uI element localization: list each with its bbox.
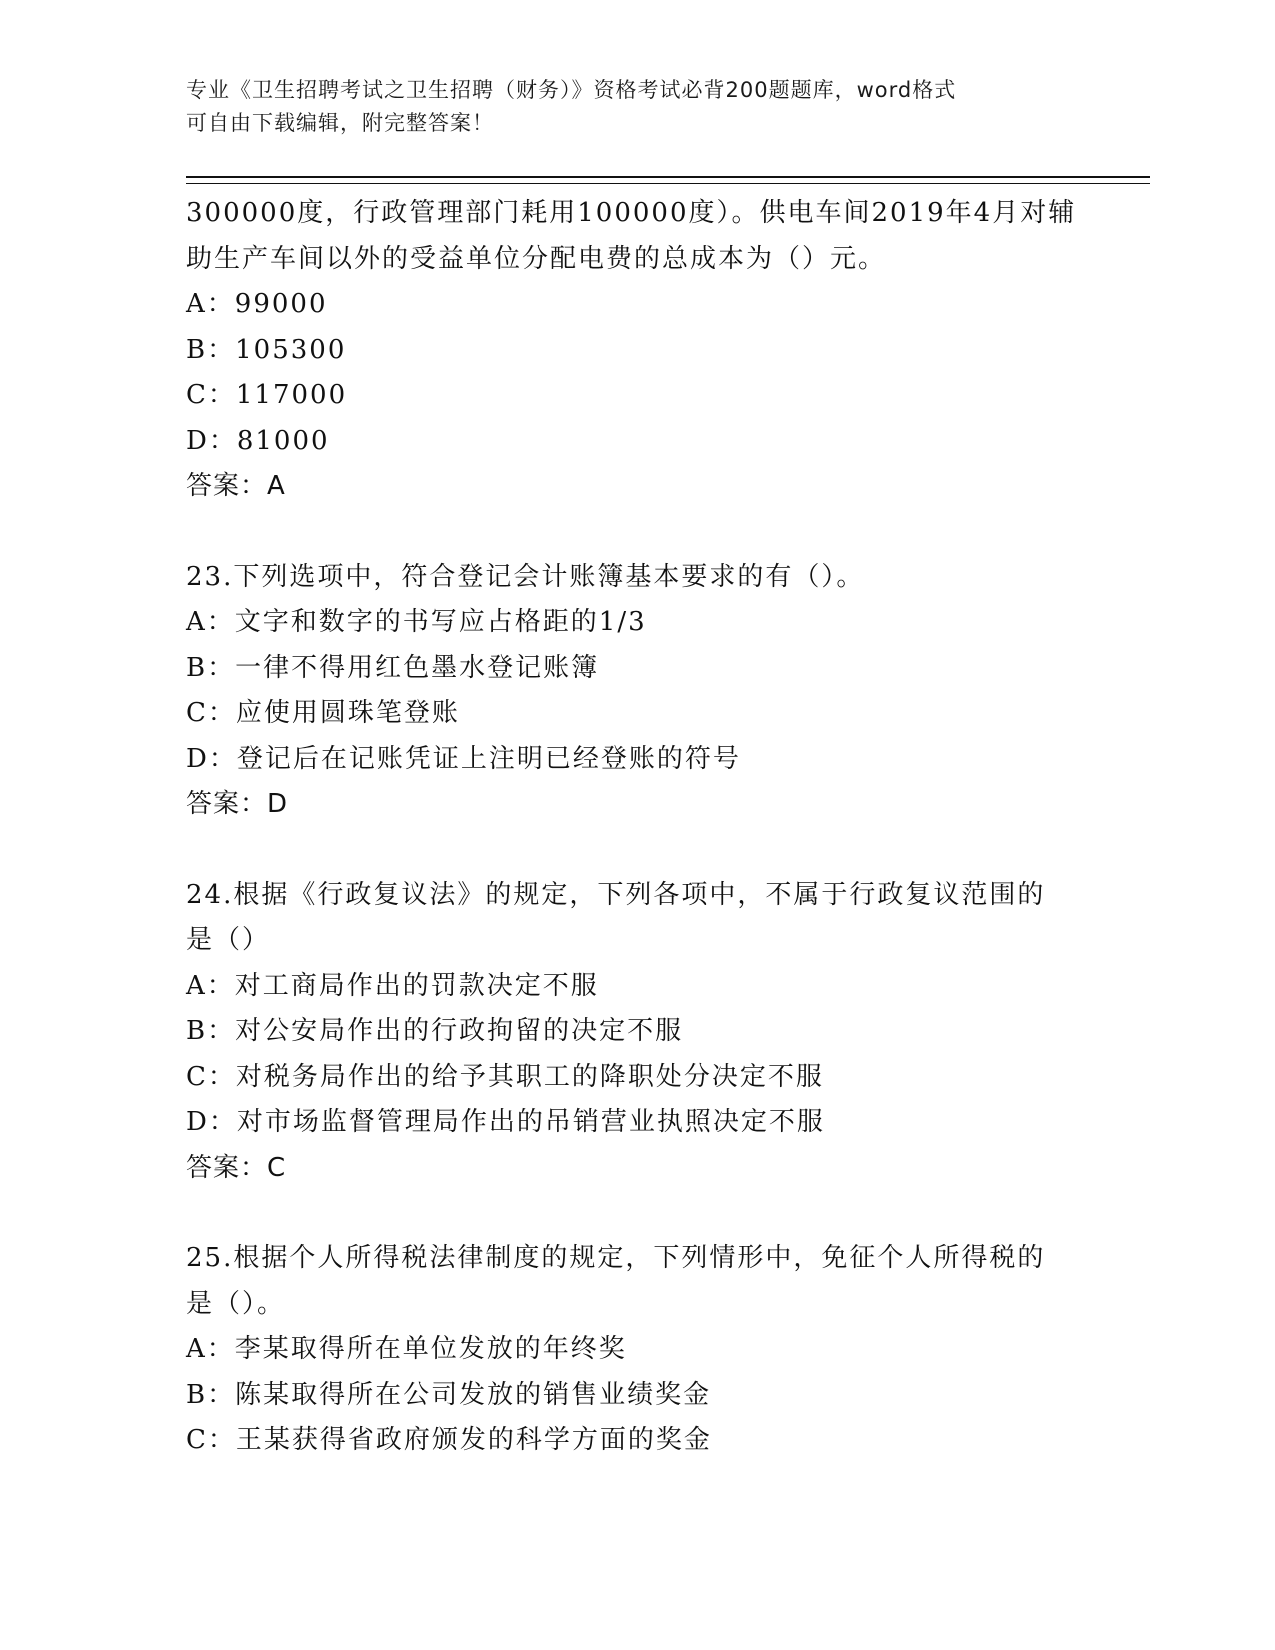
option-a: A：李某取得所在单位发放的年终奖: [186, 1334, 627, 1364]
header-line-2: 可自由下载编辑，附完整答案！: [186, 111, 494, 135]
document-header: [186, 74, 1086, 140]
answer-line: 答案：D: [186, 789, 289, 819]
header-rule-thick: [186, 176, 1150, 178]
question-stem-line: 助生产车间以外的受益单位分配电费的总成本为（）元。: [186, 243, 887, 274]
question-stem-line: 是（）: [186, 925, 271, 955]
spacer: [186, 828, 1086, 873]
option-b: B：对公安局作出的行政拘留的决定不服: [186, 1016, 684, 1046]
option-c: C：应使用圆珠笔登账: [186, 698, 460, 728]
header-line-1: 专业《卫生招聘考试之卫生招聘（财务）》资格考试必背200题题库，word格式: [186, 78, 957, 102]
question-22: [186, 191, 1086, 510]
option-c: C：117000: [186, 380, 348, 410]
question-stem-line: 是（）。: [186, 1288, 286, 1319]
question-24: [186, 873, 1086, 1192]
option-c: C：对税务局作出的给予其职工的降职处分决定不服: [186, 1061, 824, 1092]
option-b: B：105300: [186, 334, 347, 365]
question-stem-line: 24.根据《行政复议法》的规定，下列各项中，不属于行政复议范围的: [186, 879, 1046, 910]
question-stem-line: 300000度，行政管理部门耗用100000度）。供电车间2019年4月对辅: [186, 198, 1077, 228]
option-a: A：文字和数字的书写应占格距的1/3: [186, 607, 647, 637]
spacer: [186, 1191, 1086, 1236]
question-23: [186, 555, 1086, 828]
option-c: C：王某获得省政府颁发的科学方面的奖金: [186, 1425, 712, 1455]
question-stem-line: 23.下列选项中，符合登记会计账簿基本要求的有（）。: [186, 561, 865, 592]
question-stem-line: 25.根据个人所得税法律制度的规定，下列情形中，免征个人所得税的: [186, 1243, 1046, 1273]
option-a: A：99000: [186, 289, 328, 319]
answer-line: 答案：A: [186, 471, 286, 501]
option-d: D：81000: [186, 425, 330, 456]
question-list: [186, 191, 1086, 1464]
option-b: B：一律不得用红色墨水登记账簿: [186, 652, 600, 683]
option-d: D：对市场监督管理局作出的吊销营业执照决定不服: [186, 1107, 825, 1137]
option-a: A：对工商局作出的罚款决定不服: [186, 970, 599, 1001]
answer-line: 答案：C: [186, 1152, 287, 1183]
question-25: [186, 1236, 1086, 1464]
option-d: D：登记后在记账凭证上注明已经登账的符号: [186, 743, 741, 774]
header-rule-thin: [186, 183, 1150, 184]
option-b: B：陈某取得所在公司发放的销售业绩奖金: [186, 1379, 712, 1410]
spacer: [186, 510, 1086, 555]
